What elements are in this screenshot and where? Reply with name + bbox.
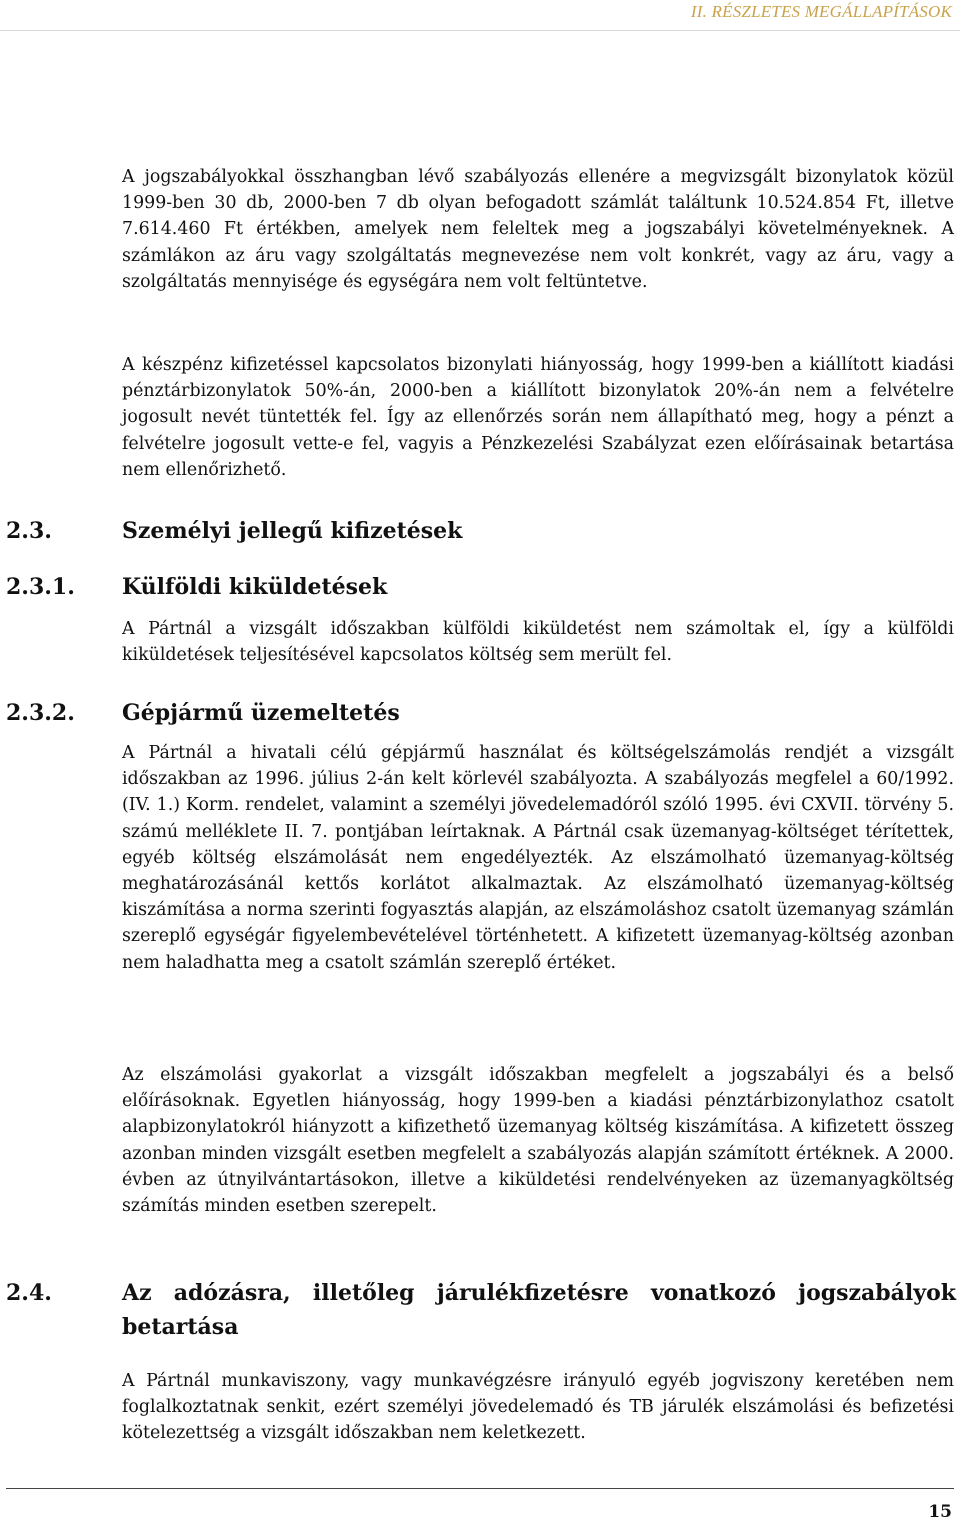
paragraph-tax-compliance <box>122 1368 954 1447</box>
section-number: 2.3. <box>6 518 52 544</box>
page-number: 15 <box>928 1502 952 1522</box>
paragraph-accounting-practice <box>122 1062 954 1219</box>
section-title: Személyi jellegű kifizetések <box>122 518 463 544</box>
paragraph-text: A Pártnál a hivatali célú gépjármű használat és költségelszámolás rendjét a vizsgált időszakban az 1996. július 2-án kelt körlevél szabályozta. A szabályozás megfelel a 60/1992. (IV. 1.) Korm. rendelet, valamint a személyi jövedelemadóról szóló 1995. évi CXVII. törvény 5. számú melléklete II. 7. pontjában leírtaknak. A Pártnál csak üzemanyag-költséget térítettek, egyéb költség elszámolását nem engedélyezték. Az elszámolható üzemanyag-költség meghatározásánál kettős korlátot alkalmaztak. Az elszámolható üzemanyag-költség kiszámítása a norma szerinti fogyasztás alapján, az elszámoláshoz csatolt üzemanyag számlán szereplő egységár figyelembevételével történhetett. A kifizetett üzemanyag-költség azonban nem haladhatta meg a csatolt számlán szereplő értéket. <box>122 743 954 973</box>
paragraph-invalid-invoices <box>122 164 954 295</box>
paragraph-foreign-trips <box>122 616 954 668</box>
paragraph-text: A készpénz kifizetéssel kapcsolatos bizonylati hiányosság, hogy 1999-ben a kiállított kiadási pénztárbizonylatok 50%-án, 2000-ben a kiállított bizonylatok 20%-án nem a felvételre jogosult nevét tüntették fel. Így az ellenőrzés során nem állapítható meg, hogy a pénzt a felvételre jogosult vette-e fel, vagyis a Pénzkezelési Szabályzat ezen előírásainak betartása nem ellenőrizhető. <box>122 355 954 480</box>
header-divider <box>0 30 960 31</box>
paragraph-text: A Pártnál munkaviszony, vagy munkavégzésre irányuló egyéb jogviszony keretében nem foglalkoztatnak senkit, ezért személyi jövedelemadó és TB járulék elszámolási és befizetési kötelezettség a vizsgált időszakban nem keletkezett. <box>122 1371 954 1444</box>
section-title: Külföldi kiküldetések <box>122 574 388 600</box>
paragraph-text: A Pártnál a vizsgált időszakban külföldi kiküldetést nem számoltak el, így a külföldi kiküldetések teljesítésével kapcsolatos költség sem merült fel. <box>122 619 954 666</box>
running-header: II. RÉSZLETES MEGÁLLAPÍTÁSOK <box>690 2 952 21</box>
section-number: 2.3.1. <box>6 574 75 600</box>
paragraph-text: A jogszabályokkal összhangban lévő szabályozás ellenére a megvizsgált bizonylatok közül 1999-ben 30 db, 2000-ben 7 db olyan befogadott számlát találtunk 10.524.854 Ft, illetve 7.614.460 Ft értékben, amelyek nem feleltek meg a jogszabályi követelményeknek. A számlákon az áru vagy szolgáltatás megnevezése nem volt konkrét, vagy az áru, vagy a szolgáltatás mennyisége és egységára nem volt feltüntetve. <box>122 167 954 292</box>
footer-divider <box>6 1488 954 1489</box>
paragraph-text: Az elszámolási gyakorlat a vizsgált időszakban megfelelt a jogszabályi és a belső előírásoknak. Egyetlen hiányosság, hogy 1999-ben a kiadási pénztárbizonylathoz csatolt alapbizonylatokról hiányzott a kifizethető üzemanyag költség kiszámítása. A kifizetett összeg azonban minden vizsgált esetben megfelelt a szabályozás alapján számított értéknek. A 2000. évben az útnyilvántartásokon, illetve a kiküldetési rendelvényeken az üzemanyagköltség számítás minden esetben szerepelt. <box>122 1065 954 1217</box>
section-title: Az adózásra, illetőleg járulékfizetésre vonatkozó jogszabályok betartása <box>122 1280 956 1340</box>
section-number: 2.4. <box>6 1280 52 1306</box>
paragraph-cash-payments <box>122 352 954 483</box>
section-number: 2.3.2. <box>6 700 75 726</box>
section-title: Gépjármű üzemeltetés <box>122 700 400 726</box>
paragraph-vehicle-rules <box>122 740 954 976</box>
